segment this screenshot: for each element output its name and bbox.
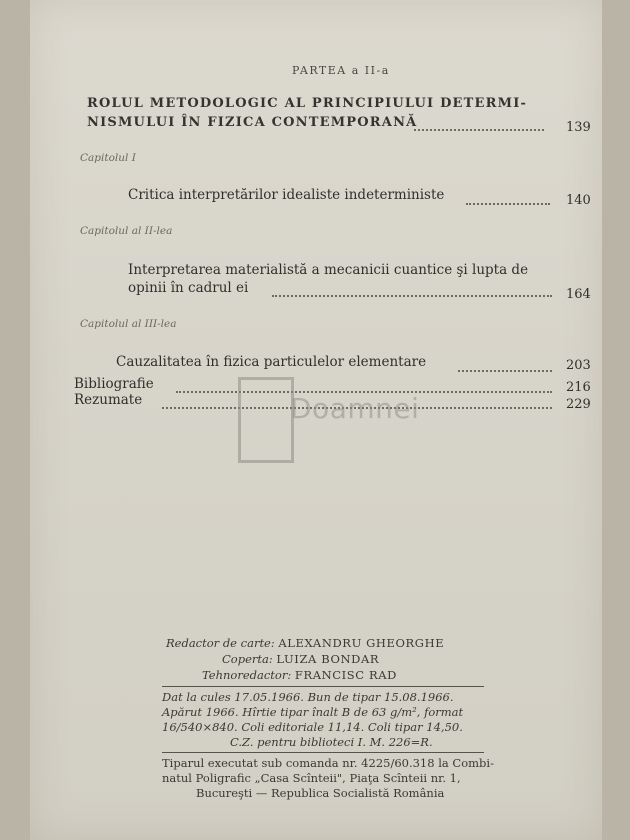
imprint-spec-line: 16/540×840. Coli editoriale 11,14. Coli tipar 14,50. (162, 720, 463, 734)
leader-dots (458, 370, 552, 372)
main-title-page: 139 (566, 120, 591, 135)
leader-dots (272, 295, 552, 297)
imprint-tech (202, 668, 397, 682)
imprint-printer-line: natul Poligrafic „Casa Scînteii", Piaţa Scînteii nr. 1, (162, 771, 461, 785)
imprint-tech-name: FRANCISC RAD (294, 668, 397, 682)
main-title-line1: ROLUL METODOLOGIC AL PRINCIPIULUI DETERMI- (87, 96, 528, 111)
imprint-rule (162, 686, 484, 687)
imprint-editor (166, 636, 444, 650)
imprint-editor-name: ALEXANDRU GHEORGHE (278, 636, 445, 650)
part-heading: PARTEA a II-a (292, 64, 390, 77)
imprint-editor-label: Redactor de carte: (166, 636, 275, 650)
imprint-printer-line: Tiparul executat sub comanda nr. 4225/60.318 la Combi- (162, 756, 494, 770)
chapter-2-title-line2: opinii în cadrul ei (128, 280, 249, 296)
imprint-spec-line: Apărut 1966. Hîrtie tipar înalt B de 63 g/m², format (162, 705, 464, 719)
bibliography-title: Bibliografie (74, 376, 154, 392)
imprint-printer-line: Bucureşti — Republica Socialistă România (196, 786, 445, 800)
chapter-2-page: 164 (566, 287, 591, 302)
chapter-1-page: 140 (566, 193, 591, 208)
chapter-3-page: 203 (566, 358, 591, 373)
summaries-page: 229 (566, 397, 591, 412)
bibliography-page: 216 (566, 380, 591, 395)
imprint-tech-label: Tehnoredactor: (202, 668, 292, 682)
chapter-2-title-line1: Interpretarea materialistă a mecanicii cuantice şi lupta de (128, 262, 529, 278)
watermark-logo (238, 377, 294, 463)
imprint-spec-line: Dat la cules 17.05.1966. Bun de tipar 15.08.1966. (162, 690, 454, 704)
summaries-title: Rezumate (74, 392, 143, 408)
imprint-cover-name: LUIZA BONDAR (276, 652, 380, 666)
leader-dots (466, 203, 550, 205)
imprint-cover-label: Coperta: (222, 652, 273, 666)
chapter-1-title: Critica interpretărilor idealiste indeterministe (128, 187, 445, 203)
watermark-text: Doamnei (290, 392, 420, 425)
imprint-rule (162, 752, 484, 753)
main-title-line2: NISMULUI ÎN FIZICA CONTEMPORANĂ (87, 115, 418, 130)
imprint-cover (222, 652, 379, 666)
leader-dots (414, 129, 544, 131)
chapter-2-label: Capitolul al II-lea (80, 225, 173, 237)
chapter-1-label: Capitolul I (80, 152, 136, 164)
imprint-spec-line: C.Z. pentru biblioteci I. M. 226=R. (230, 735, 433, 749)
chapter-3-title: Cauzalitatea în fizica particulelor elementare (116, 354, 427, 370)
chapter-3-label: Capitolul al III-lea (80, 318, 177, 330)
